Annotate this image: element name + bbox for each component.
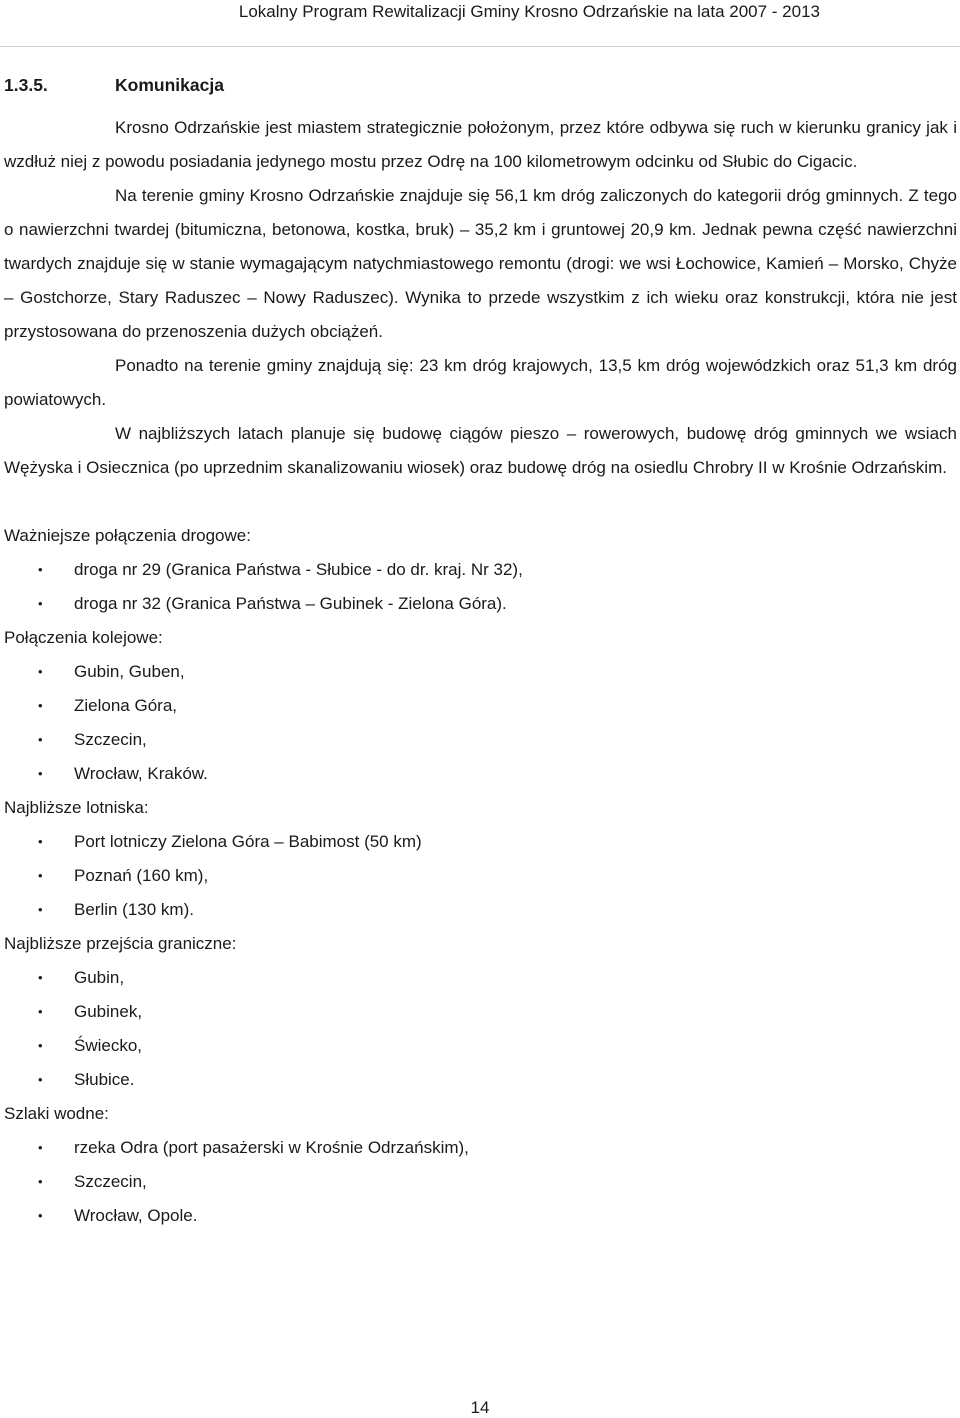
list-item: • rzeka Odra (port pasażerski w Krośnie Odrzańskim), xyxy=(4,1131,957,1165)
list-item: • Port lotniczy Zielona Góra – Babimost (50 km) xyxy=(4,825,957,859)
bullet-icon: • xyxy=(38,664,43,679)
list-item: • Wrocław, Opole. xyxy=(4,1199,957,1233)
bullet-icon: • xyxy=(38,766,43,781)
bullet-icon: • xyxy=(38,1174,43,1189)
section-title: Komunikacja xyxy=(115,75,224,95)
list-item: • droga nr 29 (Granica Państwa - Słubice - do dr. kraj. Nr 32), xyxy=(4,553,957,587)
paragraph-municipal-roads: Na terenie gminy Krosno Odrzańskie znajduje się 56,1 km dróg zaliczonych do kategorii dróg gminnych. Z tego o nawierzchni twardej (bitumiczna, betonowa, kostka, bruk) – 35,2 km i gruntowej 20,9 km. Jednak pewna część nawierzchni twardych znajduje się w stanie wymagającym natychmiastowego remontu (drogi: we wsi Łochowice, Kamień – Morsko, Chyże – Gostchorze, Stary Raduszec – Nowy Raduszec). Wynika to przede wszystkim z ich wieku oraz konstrukcji, która nie jest przystosowana do przenoszenia dużych obciążeń. xyxy=(4,186,957,341)
list-item: • Słubice. xyxy=(4,1063,957,1097)
list-item: • Poznań (160 km), xyxy=(4,859,957,893)
document-title: Lokalny Program Rewitalizacji Gminy Krosno Odrzańskie na lata 2007 - 2013 xyxy=(238,2,820,21)
list-item: • droga nr 32 (Granica Państwa – Gubinek - Zielona Góra). xyxy=(4,587,957,621)
page-number: 14 xyxy=(470,1398,490,1417)
bullet-icon: • xyxy=(38,834,43,849)
bullet-icon: • xyxy=(38,902,43,917)
bullet-icon: • xyxy=(38,868,43,883)
list-waterways xyxy=(4,1097,957,1233)
list-label: Połączenia kolejowe: xyxy=(4,628,163,647)
list-item: • Wrocław, Kraków. xyxy=(4,757,957,791)
bullet-icon: • xyxy=(38,732,43,747)
bullet-icon: • xyxy=(38,596,43,611)
document-body xyxy=(4,68,957,1233)
list-border-crossings xyxy=(4,927,957,1097)
paragraph-plans: W najbliższych latach planuje się budowę ciągów pieszo – rowerowych, budowę dróg gminnych we wsiach Wężyska i Osiecznica (po uprzednim skanalizowaniu wiosek) oraz budowę dróg na osiedlu Chrobry II w Krośnie Odrzańskim. xyxy=(4,424,957,477)
section-number: 1.3.5. xyxy=(4,75,48,95)
list-road-connections xyxy=(4,519,957,621)
list-label: Ważniejsze połączenia drogowe: xyxy=(4,526,251,545)
bullet-icon: • xyxy=(38,562,43,577)
list-label: Najbliższe przejścia graniczne: xyxy=(4,934,237,953)
list-item: • Świecko, xyxy=(4,1029,957,1063)
list-item: • Gubin, xyxy=(4,961,957,995)
bullet-icon: • xyxy=(38,1072,43,1087)
list-item: • Zielona Góra, xyxy=(4,689,957,723)
bullet-icon: • xyxy=(38,1140,43,1155)
list-item: • Gubin, Guben, xyxy=(4,655,957,689)
bullet-icon: • xyxy=(38,1208,43,1223)
list-label: Najbliższe lotniska: xyxy=(4,798,149,817)
list-item: • Szczecin, xyxy=(4,723,957,757)
bullet-icon: • xyxy=(38,698,43,713)
bullet-icon: • xyxy=(38,970,43,985)
paragraph-other-roads: Ponadto na terenie gminy znajdują się: 23 km dróg krajowych, 13,5 km dróg wojewódzkich oraz 51,3 km dróg powiatowych. xyxy=(4,356,957,409)
list-item: • Szczecin, xyxy=(4,1165,957,1199)
list-item: • Berlin (130 km). xyxy=(4,893,957,927)
spacer xyxy=(4,485,957,519)
bullet-icon: • xyxy=(38,1004,43,1019)
list-item: • Gubinek, xyxy=(4,995,957,1029)
list-airports xyxy=(4,791,957,927)
bullet-icon: • xyxy=(38,1038,43,1053)
page-header xyxy=(0,0,960,47)
paragraph-location: Krosno Odrzańskie jest miastem strategicznie położonym, przez które odbywa się ruch w kierunku granicy jak i wzdłuż niej z powodu posiadania jedynego mostu przez Odrę na 100 kilometrowym odcinku od Słubic do Cigacic. xyxy=(4,118,957,171)
list-label: Szlaki wodne: xyxy=(4,1104,109,1123)
list-rail-connections xyxy=(4,621,957,791)
section-heading xyxy=(4,68,957,102)
